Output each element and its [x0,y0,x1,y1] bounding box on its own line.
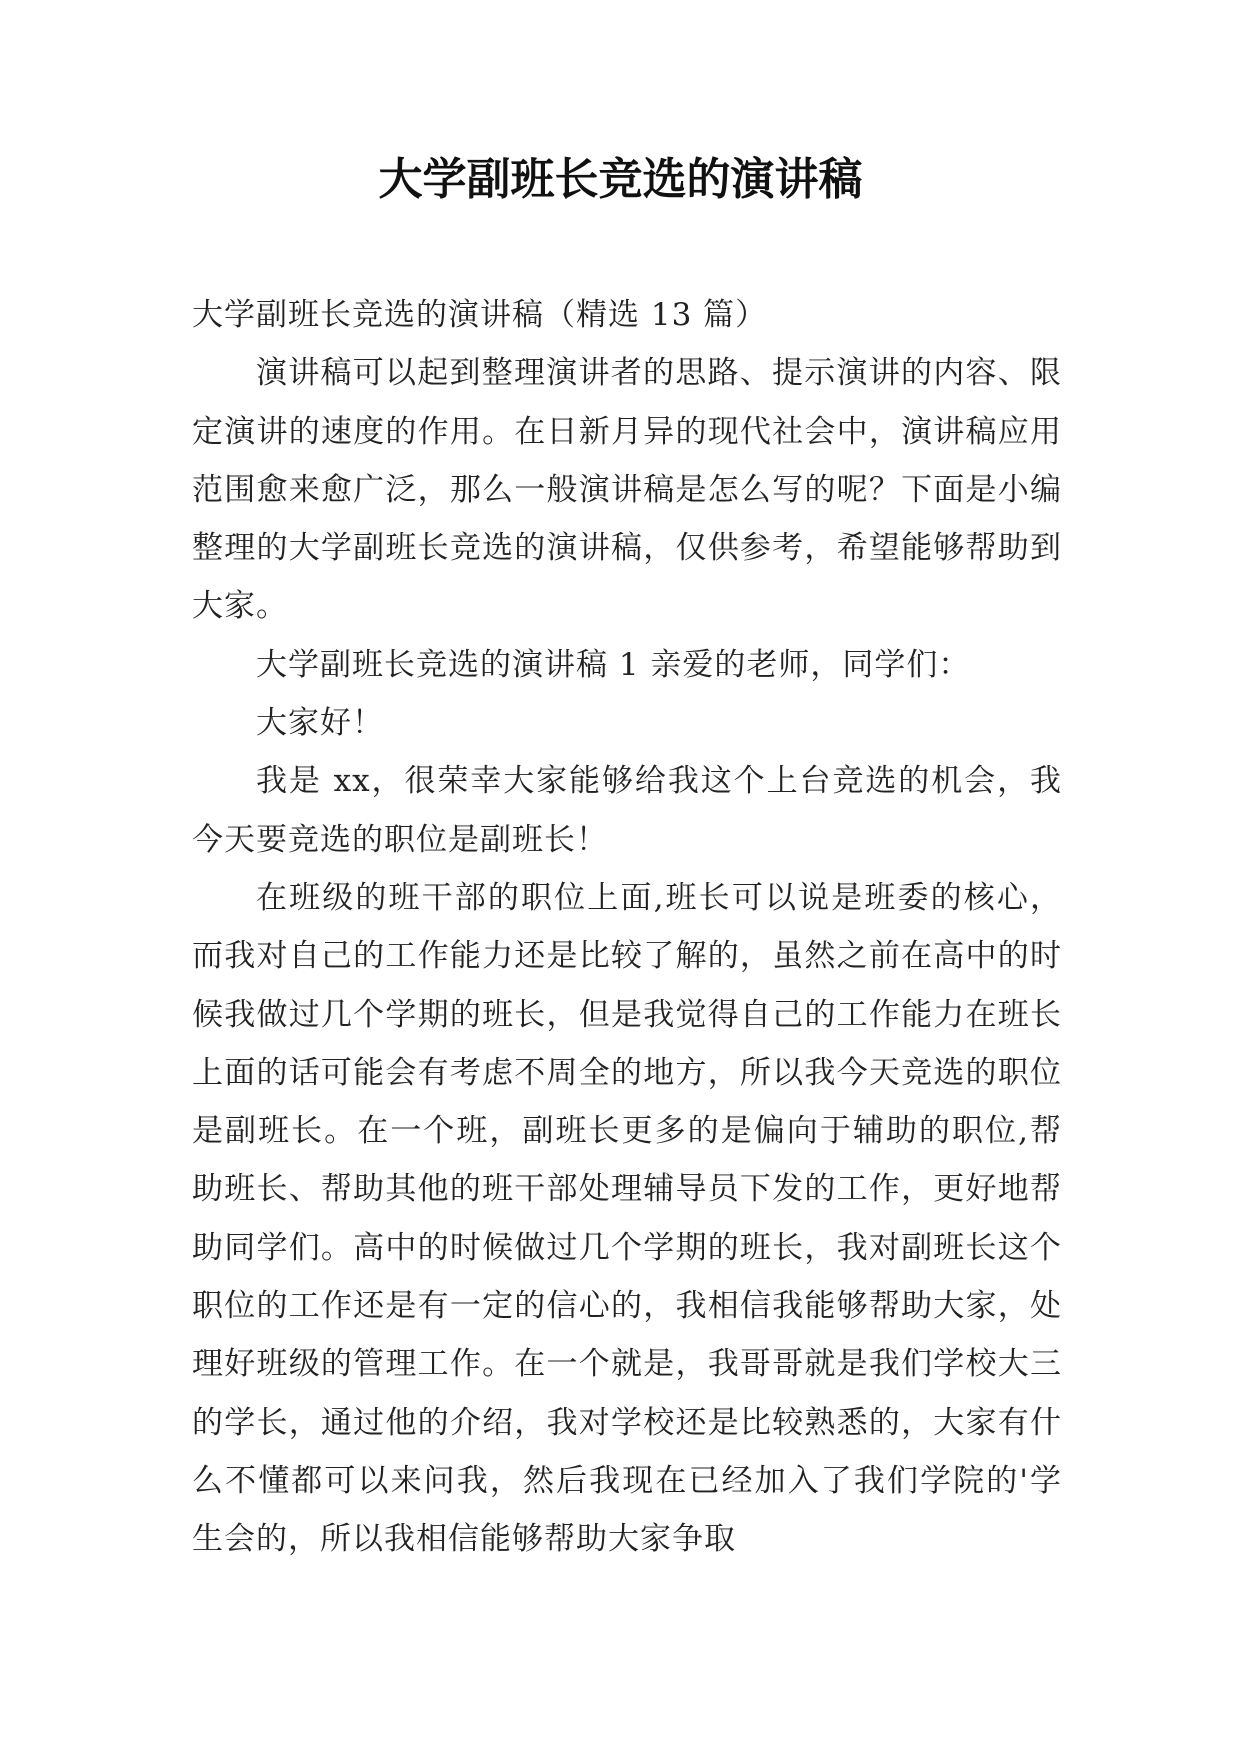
document-subtitle: 大学副班长竞选的演讲稿（精选 13 篇） [192,297,768,333]
document-body [192,286,1062,1569]
document-title: 大学副班长竞选的演讲稿 [378,154,863,205]
paragraph-speech-heading: 大学副班长竞选的演讲稿 1 亲爱的老师，同学们： [256,646,971,683]
paragraph-self-intro: 我是 xx，很荣幸大家能够给我这个上台竞选的机会，我今天要竞选的职位是副班长！ [192,763,1062,858]
paragraph-main: 在班级的班干部的职位上面,班长可以说是班委的核心，而我对自己的工作能力还是比较了解的，虽然之前在高中的时候我做过几个学期的班长，但是我觉得自己的工作能力在班长上面的话可能会有考虑不周全的地方，所以我今天竞选的职位是副班长。在一个班，副班长更多的是偏向于辅助的职位,帮助班长、帮助其他的班干部处理辅导员下发的工作，更好地帮助同学们。高中的时候做过几个学期的班长，我对副班长这个职位的工作还是有一定的信心的，我相信我能够帮助大家，处理好班级的管理工作。在一个就是，我哥哥就是我们学校大三的学长，通过他的介绍，我对学校还是比较熟悉的，大家有什么不懂都可以来问我，然后我现在已经加入了我们学院的'学生会的，所以我相信能够帮助大家争取 [192,879,1062,1558]
paragraph-intro: 演讲稿可以起到整理演讲者的思路、提示演讲的内容、限定演讲的速度的作用。在日新月异的现代社会中，演讲稿应用范围愈来愈广泛，那么一般演讲稿是怎么写的呢？下面是小编整理的大学副班长竞选的演讲稿，仅供参考，希望能够帮助到大家。 [192,355,1062,625]
paragraph-greeting: 大家好！ [256,705,384,742]
